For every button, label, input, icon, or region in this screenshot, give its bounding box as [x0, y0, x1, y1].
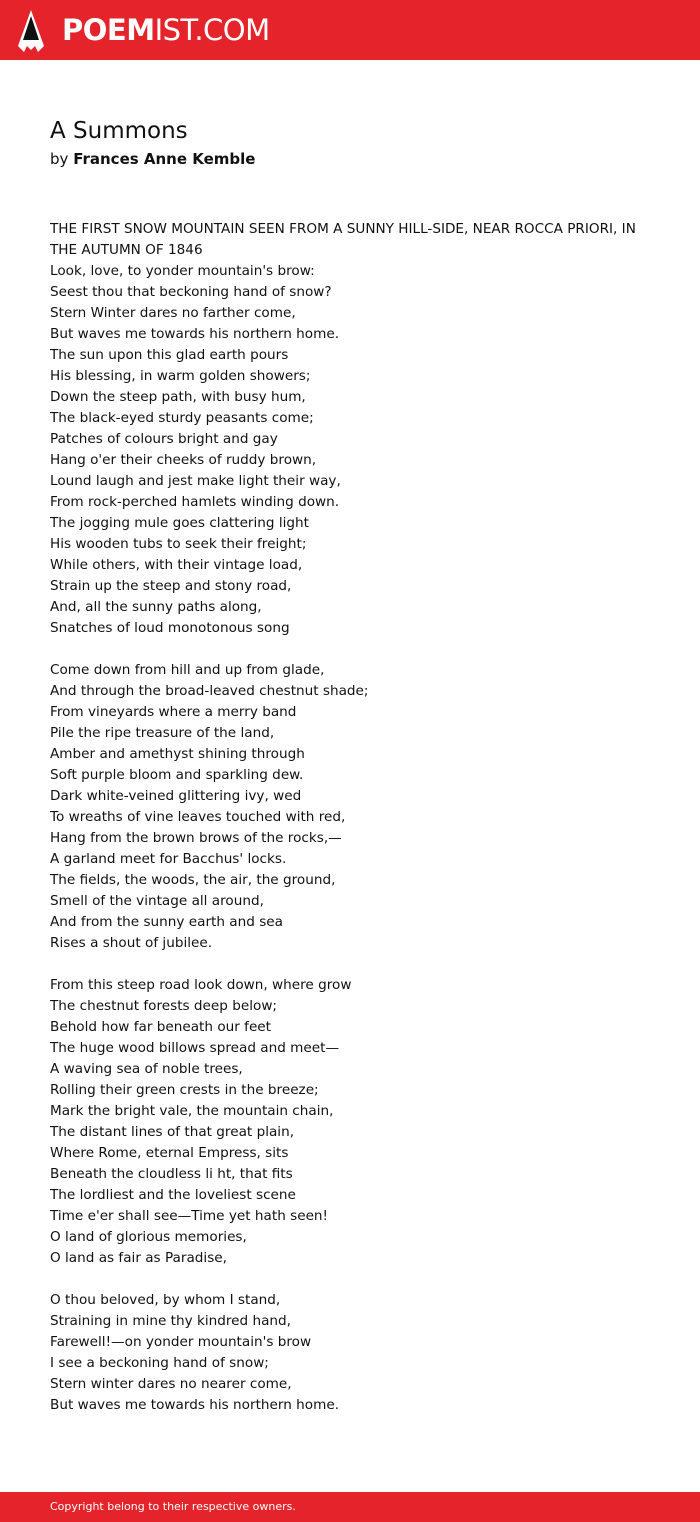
poem-byline: [50, 148, 255, 170]
poem-line: Behold how far beneath our feet: [50, 1019, 271, 1035]
poem-line: To wreaths of vine leaves touched with red,: [50, 809, 346, 825]
poem-line: But waves me towards his northern home.: [50, 326, 340, 342]
poem-line: The fields, the woods, the air, the ground,: [50, 872, 336, 888]
poem-line: O land as fair as Paradise,: [50, 1250, 227, 1266]
poem-line: Snatches of loud monotonous song: [50, 620, 290, 636]
poem-line: A waving sea of noble trees,: [50, 1061, 243, 1077]
poem-line: The distant lines of that great plain,: [50, 1124, 295, 1140]
poem-line: Smell of the vintage all around,: [50, 893, 264, 909]
stanza-break: [50, 1269, 660, 1290]
brand-strong: POEM: [62, 13, 155, 47]
site-footer: [0, 1492, 700, 1522]
poem-line: Straining in mine thy kindred hand,: [50, 1313, 291, 1329]
poem-line: From this steep road look down, where grow: [50, 977, 352, 993]
poem-line: Hang o'er their cheeks of ruddy brown,: [50, 452, 317, 468]
poem-line: Come down from hill and up from glade,: [50, 662, 325, 678]
poem-line: Stern winter dares no nearer come,: [50, 1376, 292, 1392]
poem-line: Rises a shout of jubilee.: [50, 935, 213, 951]
by-label: by: [50, 150, 69, 168]
poem-line: Hang from the brown brows of the rocks,—: [50, 830, 342, 846]
stanza-break: [50, 639, 660, 660]
poem-line: The sun upon this glad earth pours: [50, 347, 289, 363]
poem-line: While others, with their vintage load,: [50, 557, 303, 573]
poem-line: But waves me towards his northern home.: [50, 1397, 340, 1413]
poem-intro: THE FIRST SNOW MOUNTAIN SEEN FROM A SUNNY HILL-SIDE, NEAR ROCCA PRIORI, IN THE AUTUMN OF 1846: [50, 221, 636, 258]
poem-line: And, all the sunny paths along,: [50, 599, 262, 615]
poem-line: Amber and amethyst shining through: [50, 746, 305, 762]
poem-line: Patches of colours bright and gay: [50, 431, 278, 447]
poem-line: The black-eyed sturdy peasants come;: [50, 410, 314, 426]
poem-line: The chestnut forests deep below;: [50, 998, 278, 1014]
brand-light: IST.COM: [154, 13, 270, 47]
poem-line: O land of glorious memories,: [50, 1229, 247, 1245]
poem-line: Where Rome, eternal Empress, sits: [50, 1145, 289, 1161]
poem-line: His wooden tubs to seek their freight;: [50, 536, 307, 552]
poem-line: Look, love, to yonder mountain's brow:: [50, 263, 315, 279]
poem-line: Soft purple bloom and sparkling dew.: [50, 767, 304, 783]
poem-line: O thou beloved, by whom I stand,: [50, 1292, 281, 1308]
poem-line: Rolling their green crests in the breeze;: [50, 1082, 319, 1098]
site-logo[interactable]: [62, 12, 270, 48]
copyright-text: Copyright belong to their respective owners.: [50, 1500, 296, 1513]
poem-line: Mark the bright vale, the mountain chain,: [50, 1103, 334, 1119]
poem-line: Beneath the cloudless li ht, that fits: [50, 1166, 293, 1182]
poem-line: And from the sunny earth and sea: [50, 914, 283, 930]
poem-line: Lound laugh and jest make light their way,: [50, 473, 341, 489]
poem-line: Pile the ripe treasure of the land,: [50, 725, 275, 741]
poem-line: I see a beckoning hand of snow;: [50, 1355, 269, 1371]
poem-line: Strain up the steep and stony road,: [50, 578, 292, 594]
poem-line: From rock-perched hamlets winding down.: [50, 494, 340, 510]
poem-line: From vineyards where a merry band: [50, 704, 297, 720]
poem-line: His blessing, in warm golden showers;: [50, 368, 311, 384]
poem-line: Seest thou that beckoning hand of snow?: [50, 284, 332, 300]
poem-title: A Summons: [50, 118, 188, 144]
poem-line: Time e'er shall see—Time yet hath seen!: [50, 1208, 329, 1224]
poem-line: And through the broad-leaved chestnut shade;: [50, 683, 369, 699]
poem-line: A garland meet for Bacchus' locks.: [50, 851, 287, 867]
poem-line: The jogging mule goes clattering light: [50, 515, 309, 531]
poem-line: The lordliest and the loveliest scene: [50, 1187, 296, 1203]
poem-line: Farewell!—on yonder mountain's brow: [50, 1334, 312, 1350]
author-name: Frances Anne Kemble: [73, 150, 256, 168]
pencil-tip-icon[interactable]: [18, 10, 44, 52]
site-header: [0, 0, 700, 60]
stanza-break: [50, 954, 660, 975]
poem-line: The huge wood billows spread and meet—: [50, 1040, 340, 1056]
poem-body: [50, 219, 660, 1416]
poem-line: Dark white-veined glittering ivy, wed: [50, 788, 302, 804]
poem-line: Stern Winter dares no farther come,: [50, 305, 296, 321]
poem-line: Down the steep path, with busy hum,: [50, 389, 306, 405]
